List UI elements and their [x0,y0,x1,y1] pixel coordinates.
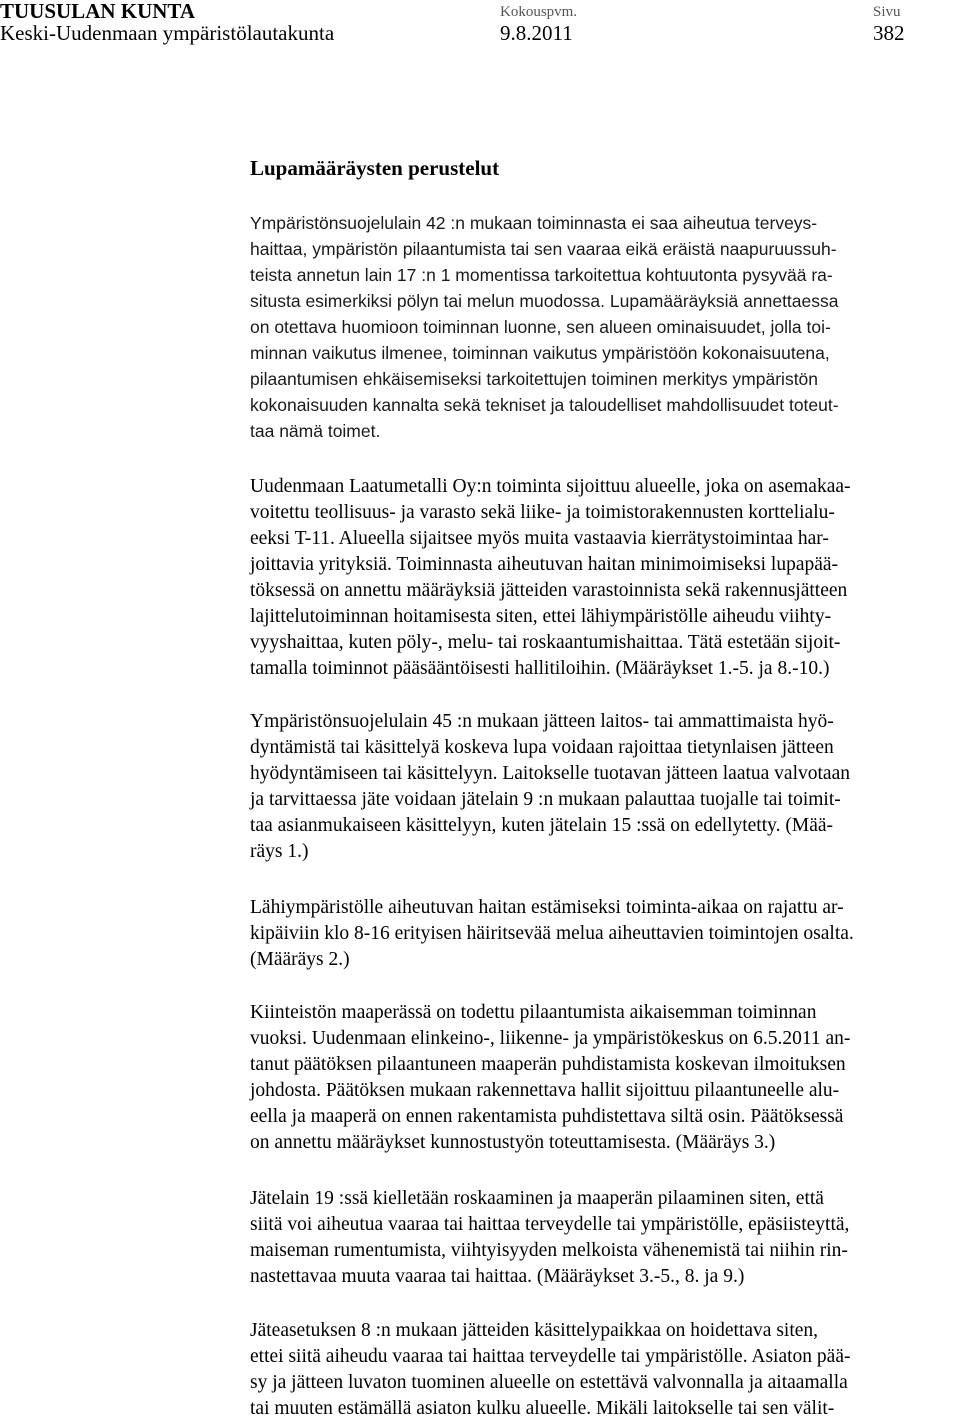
text-line: kipäiviin klo 8-16 erityisen häiritsevää melua aiheuttavien toimintojen osalta. [250,923,854,944]
text-line: tanut päätöksen pilaantuneen maaperän puhdistamista koskevan ilmoituksen [250,1054,846,1075]
text-line: eella ja maaperä on ennen rakentamista puhdistettava siltä osin. Päätöksessä [250,1106,844,1127]
text-line: töksessä on annettu määräyksiä jätteiden varastoinnista sekä rakennusjätteen [250,580,848,601]
text-line: lajittelutoiminnan hoitamisesta siten, ettei lähiympäristölle aiheudu viihty- [250,606,832,627]
paragraph-6 [250,1186,849,1290]
paragraph-7 [250,1318,850,1420]
paragraph-1 [250,210,839,444]
text-line: Uudenmaan Laatumetalli Oy:n toiminta sijoittuu alueelle, joka on asemakaa- [250,476,851,497]
text-line: on otettava huomioon toiminnan luonne, sen alueen ominaisuudet, jolla toi- [250,317,831,337]
text-line: minnan vaikutus ilmenee, toiminnan vaikutus ympäristöön kokonaisuutena, [250,343,830,363]
text-line: Ympäristönsuojelulain 42 :n mukaan toiminnasta ei saa aiheutua terveys- [250,213,818,233]
text-line: siitä voi aiheutua vaaraa tai haittaa terveydelle tai ympäristölle, epäsiisteyttä, [250,1214,850,1235]
text-line: teista annetun lain 17 :n 1 momentissa tarkoitettua kohtuutonta pysyvää ra- [250,265,833,285]
text-line: dyntämistä tai käsittelyä koskeva lupa voidaan rajoittaa tietynlaisen jätteen [250,737,834,758]
text-line: joittavia yrityksiä. Toiminnasta aiheutuvan haitan minimoimiseksi lupapää- [250,554,839,575]
text-line: vuoksi. Uudenmaan elinkeino-, liikenne- ja ympäristökeskus on 6.5.2011 an- [250,1028,851,1049]
section-heading: Lupamääräysten perustelut [250,156,500,180]
paragraph-4 [250,895,854,973]
text-line: maiseman rumentumista, viihtyisyyden melkoista vähenemistä tai niihin rin- [250,1240,848,1261]
text-line: tai muuten estämällä asiaton kulku alueelle. Mikäli laitokselle tai sen välit- [250,1398,835,1419]
text-line: ettei siitä aiheudu vaaraa tai haittaa terveydelle tai ympäristölle. Asiaton pää- [250,1346,851,1367]
text-line: nastettavaa muuta vaaraa tai haittaa. (Määräykset 3.-5., 8. ja 9.) [250,1266,745,1287]
text-line: Ympäristönsuojelulain 45 :n mukaan jätteen laitos- tai ammattimaista hyö- [250,711,834,732]
text-line: Lähiympäristölle aiheutuvan haitan estämiseksi toiminta-aikaa on rajattu ar- [250,897,844,918]
text-line: hyödyntämiseen tai käsittelyyn. Laitokselle tuotavan jätteen laatua valvotaan [250,763,850,784]
text-line: on annettu määräykset kunnostustyön toteuttamisesta. (Määräys 3.) [250,1132,776,1153]
text-line: eeksi T-11. Alueella sijaitsee myös muita vastaavia kierrätystoimintaa har- [250,528,829,549]
paragraph-2 [250,474,851,682]
text-line: haittaa, ympäristön pilaantumista tai sen vaaraa eikä eräistä naapuruussuh- [250,239,837,259]
text-line: ja tarvittaessa jäte voidaan jätelain 9 :n mukaan palauttaa tuojalle tai toimit- [250,789,841,810]
text-line: kokonaisuuden kannalta sekä tekniset ja taloudelliset mahdollisuudet toteut- [250,395,839,415]
text-line: taa asianmukaiseen käsittelyyn, kuten jätelain 15 :ssä on edellytetty. (Mää- [250,815,834,836]
text-line: taa nämä toimet. [250,421,381,441]
text-line: voitettu teollisuus- ja varasto sekä liike- ja toimistorakennusten korttelialu- [250,502,835,523]
text-line: pilaantumisen ehkäisemiseksi tarkoitettujen toiminen merkitys ympäristön [250,369,819,389]
text-line: (Määräys 2.) [250,949,350,970]
text-line: Kiinteistön maaperässä on todettu pilaantumista aikaisemman toiminnan [250,1002,817,1023]
meeting-date: 9.8.2011 [500,21,573,45]
text-line: situsta esimerkiksi pölyn tai melun muodossa. Lupamääräyksiä annettaessa [250,291,839,311]
paragraph-3 [250,709,850,865]
text-line: tamalla toiminnot pääsääntöisesti hallitiloihin. (Määräykset 1.-5. ja 8.-10.) [250,658,830,679]
text-line: vyyshaittaa, kuten pöly-, melu- tai roskaantumishaittaa. Tätä estetään sijoit- [250,632,841,653]
text-line: räys 1.) [250,841,309,862]
text-line: Jätelain 19 :ssä kielletään roskaaminen ja maaperän pilaaminen siten, että [250,1188,824,1209]
paragraph-5 [250,1000,850,1156]
meeting-date-label: Kokouspvm. [500,4,578,20]
text-line: johdosta. Päätöksen mukaan rakennettava hallit sijoittuu pilaantuneelle alu- [250,1080,840,1101]
board-name: Keski-Uudenmaan ympäristölautakunta [0,21,335,45]
page-number: 382 [873,21,905,45]
text-line: Jäteasetuksen 8 :n mukaan jätteiden käsittelypaikkaa on hoidettava siten, [250,1320,819,1341]
municipality-name: TUUSULAN KUNTA [0,0,196,23]
page-label: Sivu [873,4,901,20]
text-line: sy ja jätteen luvaton tuominen alueelle on estettävä valvonnalla ja aitaamalla [250,1372,848,1393]
